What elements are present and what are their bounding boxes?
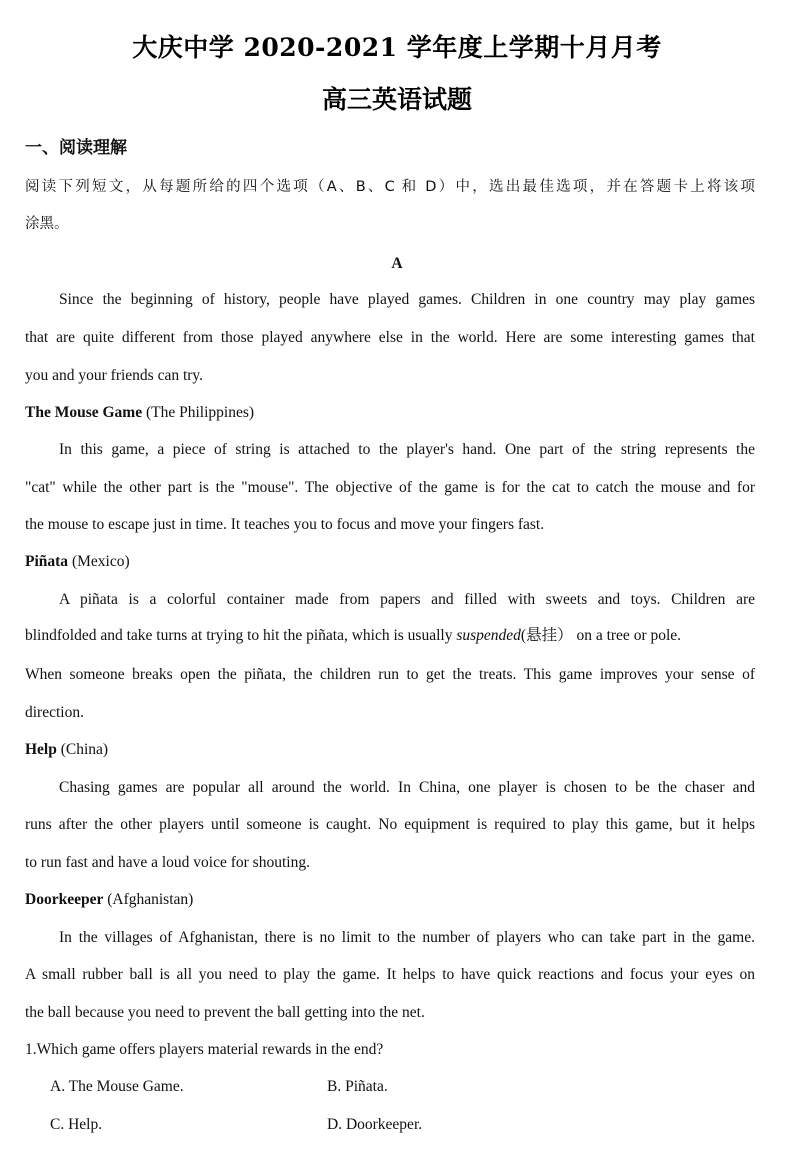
intro-line-2: that are quite different from those played anywhere else in the world. Here are some interesting games that <box>25 329 755 346</box>
intro-line-1: Since the beginning of history, people have played games. Children in one country may play games <box>59 291 755 308</box>
game-heading-help <box>25 740 755 760</box>
exam-title: 大庆中学 2020-2021 学年度上学期十月月考 <box>132 33 662 62</box>
game-text-line: "cat" while the other part is the "mouse". The objective of the game is for the cat to catch the mouse and for <box>25 479 755 496</box>
game-name: Piñata <box>25 553 69 570</box>
game-country: (Mexico) <box>71 553 130 570</box>
game-name: Doorkeeper <box>25 891 104 908</box>
option-c[interactable]: C. Help. <box>50 1116 103 1133</box>
game-country: (Afghanistan) <box>107 891 194 908</box>
instruction-line-2: 涂黑。 <box>25 216 69 232</box>
game-text-line: When someone breaks open the piñata, the children run to get the treats. This game improves your sense of <box>25 666 755 683</box>
game-country: (China) <box>60 741 109 758</box>
passage-label: A <box>391 255 403 272</box>
game-text-line: In the villages of Afghanistan, there is no limit to the number of players who can take part in the game. <box>59 929 755 946</box>
game-heading-pinata <box>25 552 755 572</box>
section-heading: 一、阅读理解 <box>25 138 127 158</box>
game-heading-doorkeeper <box>25 890 755 910</box>
game-text-line: A piñata is a colorful container made from papers and filled with sweets and toys. Children are <box>59 591 755 608</box>
game-text-line: runs after the other players until someone is caught. No equipment is required to play this game, but it helps <box>25 816 755 833</box>
game-text-line: to run fast and have a loud voice for shouting. <box>25 854 310 871</box>
option-a[interactable]: A. The Mouse Game. <box>50 1078 184 1095</box>
gloss-segment: (悬挂） on a tree or pole. <box>520 627 682 644</box>
game-name: Help <box>25 741 57 758</box>
option-d[interactable]: D. Doorkeeper. <box>327 1116 423 1133</box>
game-text-line: direction. <box>25 704 84 721</box>
game-text-line: Chasing games are popular all around the world. In China, one player is chosen to be the chaser and <box>59 779 755 796</box>
instruction-line-1: 阅读下列短文，从每题所给的四个选项（A、B、C 和 D）中，选出最佳选项，并在答题卡上将该项 <box>25 179 755 195</box>
game-name: The Mouse Game <box>25 404 143 421</box>
game-country: (The Philippines) <box>145 404 255 421</box>
game-text-line: the mouse to escape just in time. It teaches you to focus and move your fingers fast. <box>25 516 545 533</box>
italic-term: suspended <box>456 627 521 644</box>
question-text: 1.Which game offers players material rewards in the end? <box>25 1041 384 1058</box>
game-text-line: the ball because you need to prevent the ball getting into the net. <box>25 1004 425 1021</box>
game-text-line: A small rubber ball is all you need to play the game. It helps to have quick reactions and focus your eyes on <box>25 966 755 983</box>
game-text-line-mixed <box>25 626 755 646</box>
exam-subtitle: 高三英语试题 <box>321 85 472 114</box>
game-text-segment: blindfolded and take turns at trying to hit the piñata, which is usually <box>25 627 453 644</box>
game-heading-mouse <box>25 403 755 423</box>
intro-line-3: you and your friends can try. <box>25 367 204 384</box>
game-text-line: In this game, a piece of string is attached to the player's hand. One part of the string represents the <box>59 441 755 458</box>
option-b[interactable]: B. Piñata. <box>327 1078 388 1095</box>
